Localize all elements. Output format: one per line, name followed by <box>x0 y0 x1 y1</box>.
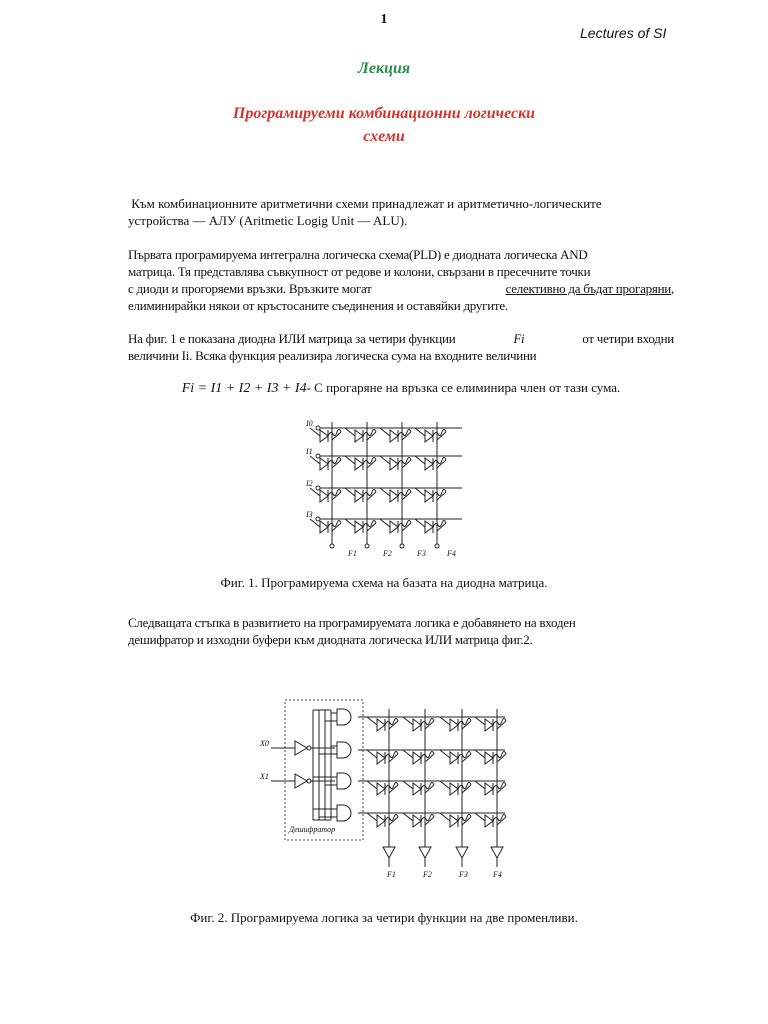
fig2-decoder-label: Дешифратор <box>289 825 336 834</box>
diode-fuse-cell <box>345 519 376 533</box>
diode-fuse-cell <box>367 750 398 764</box>
para2-underlined: селективно да бъдат прогаряни <box>505 281 671 296</box>
diode-fuse-cell <box>440 717 471 731</box>
diode-fuse-cell <box>415 456 446 470</box>
diode-fuse-cell <box>367 717 398 731</box>
diode-fuse-cell <box>345 488 376 502</box>
diode-fuse-cell <box>475 750 506 764</box>
diode-fuse-cell <box>380 428 411 442</box>
para2-line3 <box>128 280 674 297</box>
fig2-output-label: F3 <box>459 870 468 879</box>
diode-fuse-cell <box>345 428 376 442</box>
para1-line1: Към комбинационните аритметични схеми принадлежат и аритметично-логическите <box>128 196 602 211</box>
diode-fuse-cell <box>440 781 471 795</box>
lecture-label: Лекция <box>357 60 411 77</box>
title-line-1: Програмируеми комбинационни логически <box>232 105 536 122</box>
fig1-output-label: F4 <box>447 549 456 558</box>
diode-fuse-cell <box>403 781 434 795</box>
para3-line1-b: от четири входни <box>582 331 674 346</box>
fig1-output-label: F2 <box>383 549 392 558</box>
fig1-input-label: I1 <box>306 447 313 456</box>
para3-line1 <box>128 330 674 347</box>
fig2-output-label: F4 <box>493 870 502 879</box>
figure-1-caption: Фиг. 1. Програмируема схема на базата на диодна матрица. <box>220 575 548 590</box>
figure-2-decoder-matrix <box>255 695 525 895</box>
diode-fuse-cell <box>367 781 398 795</box>
page-number: 1 <box>380 12 388 27</box>
diode-fuse-cell <box>380 488 411 502</box>
diode-fuse-cell <box>380 456 411 470</box>
fig2-output-label: F2 <box>423 870 432 879</box>
diode-fuse-cell <box>367 813 398 827</box>
para4-line2: дешифратор и изходни буфери към диодната логическа ИЛИ матрица фиг.2. <box>128 632 533 647</box>
fig1-input-label: I0 <box>306 419 313 428</box>
fig1-input-label: I3 <box>306 510 313 519</box>
para2-line3-end: , <box>671 281 674 296</box>
para2-line3-start: с диоди и прогоряеми връзки. Връзките могат <box>128 281 372 296</box>
para4-line1: Следващата стъпка в развитието на програмируемата логика е добавянето на входен <box>128 615 576 630</box>
para1-line2: устройства — АЛУ (Aritmetic Logig Unit — ALU). <box>128 213 408 228</box>
para2-line2: матрица. Тя представлява съвкупност от редове и колони, свързани в пресечните точки <box>128 264 591 279</box>
para3-fi: Fi <box>513 331 525 346</box>
para2-line4: елиминирайки някои от кръстосаните съединения и оставяйки другите. <box>128 298 508 313</box>
running-header: Lectures of SI <box>580 25 667 41</box>
diode-fuse-cell <box>440 813 471 827</box>
diode-fuse-cell <box>415 428 446 442</box>
diode-fuse-cell <box>403 750 434 764</box>
fig2-output-label: F1 <box>387 870 396 879</box>
title-line-2: схеми <box>363 128 405 145</box>
figure-2-caption: Фиг. 2. Програмируема логика за четири функции на две променливи. <box>190 910 578 925</box>
diode-fuse-cell <box>475 717 506 731</box>
paragraph-4 <box>128 614 674 648</box>
diode-fuse-cell <box>310 488 341 502</box>
diode-fuse-cell <box>403 717 434 731</box>
diode-fuse-cell <box>345 456 376 470</box>
paragraph-2 <box>128 246 674 314</box>
formula: Fi = I1 + I2 + I3 + I4 <box>181 381 307 396</box>
diode-fuse-cell <box>403 813 434 827</box>
fig1-output-label: F3 <box>417 549 426 558</box>
diode-fuse-cell <box>310 456 341 470</box>
para2-line1: Първата програмируема интегрална логическа схема(PLD) е диодната логическа AND <box>128 247 588 262</box>
para3-line2: величини Ii. Всяка функция реализира логическа сума на входните величини <box>128 348 537 363</box>
diode-fuse-cell <box>310 519 341 533</box>
diode-fuse-cell <box>415 519 446 533</box>
paragraph-1 <box>128 195 674 229</box>
para3-line1-a: На фиг. 1 е показана диодна ИЛИ матрица за четири функции <box>128 331 456 346</box>
formula-tail: - С прогаряне на връзка се елиминира член от тази сума. <box>306 380 621 395</box>
diode-fuse-cell <box>475 781 506 795</box>
diode-fuse-cell <box>415 488 446 502</box>
figure-1-diode-matrix <box>300 408 500 568</box>
paragraph-3 <box>128 330 674 364</box>
fig1-output-label: F1 <box>348 549 357 558</box>
fig2-input-label: X1 <box>260 772 269 781</box>
diode-fuse-cell <box>475 813 506 827</box>
fig2-input-label: X0 <box>260 739 269 748</box>
diode-fuse-cell <box>310 428 341 442</box>
diode-fuse-cell <box>380 519 411 533</box>
fig1-input-label: I2 <box>306 479 313 488</box>
formula-line <box>128 380 674 397</box>
diode-fuse-cell <box>440 750 471 764</box>
